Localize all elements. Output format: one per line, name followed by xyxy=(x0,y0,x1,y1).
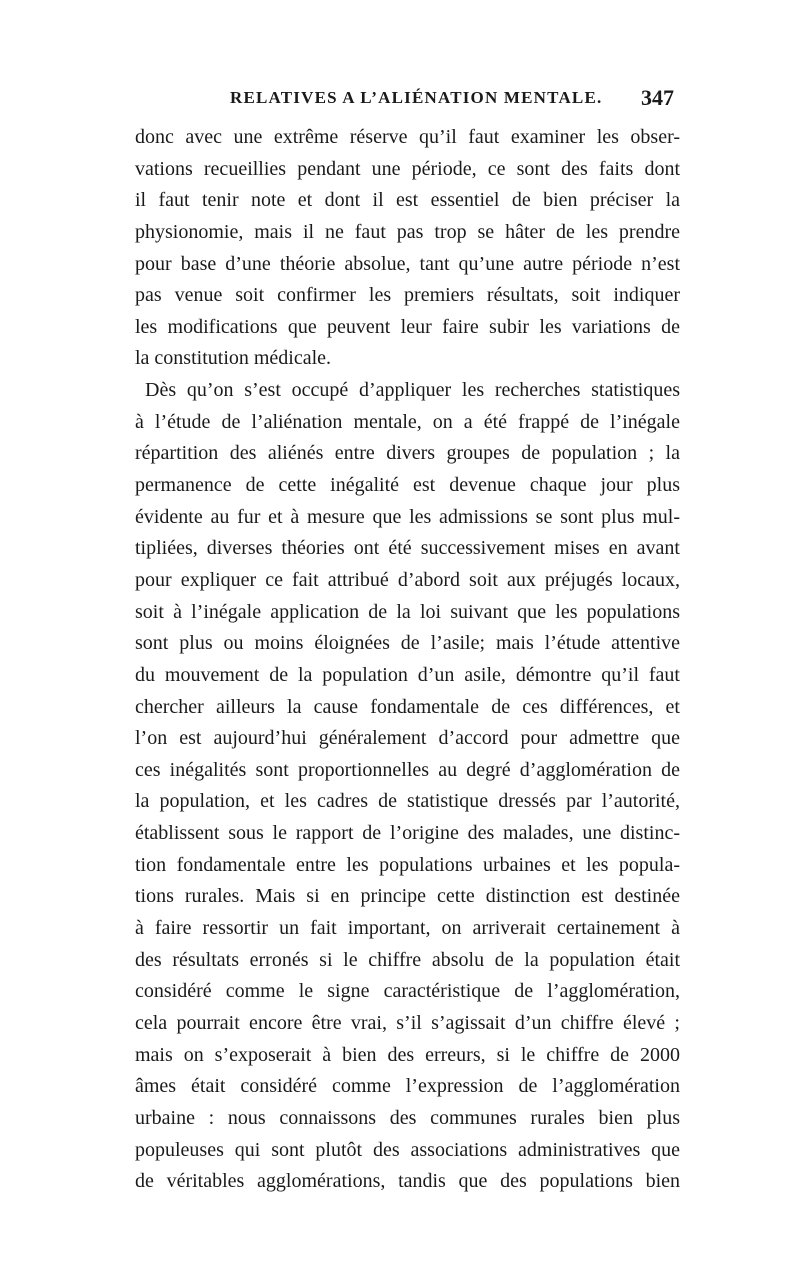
text-line: pour expliquer ce fait attribué d’abord soit aux préjugés locaux, xyxy=(135,568,680,591)
text-line: de véritables agglomérations, tandis que des populations bien xyxy=(135,1170,680,1193)
text-line: considéré comme le signe caractéristique de l’agglomération, xyxy=(135,980,680,1003)
running-title: RELATIVES A L’ALIÉNATION MENTALE. xyxy=(230,88,603,107)
running-head xyxy=(135,85,680,118)
text-line: physionomie, mais il ne faut pas trop se hâter de les prendre xyxy=(135,220,680,243)
text-line: du mouvement de la population d’un asile, démontre qu’il faut xyxy=(135,663,680,686)
body-text xyxy=(135,122,680,1198)
text-line: il faut tenir note et dont il est essentiel de bien préciser la xyxy=(135,189,680,212)
text-line: les modifications que peuvent leur faire subir les variations de xyxy=(135,315,680,338)
text-line: pour base d’une théorie absolue, tant qu’une autre période n’est xyxy=(135,252,680,275)
text-line: pas venue soit confirmer les premiers résultats, soit indiquer xyxy=(135,284,680,307)
text-line: à l’étude de l’aliénation mentale, on a été frappé de l’inégale xyxy=(135,410,680,433)
text-line: donc avec une extrême réserve qu’il faut examiner les obser- xyxy=(135,126,680,148)
paragraph-start-line: Dès qu’on s’est occupé d’appliquer les recherches statistiques xyxy=(145,379,680,402)
text-line: soit à l’inégale application de la loi suivant que les populations xyxy=(135,600,680,623)
paragraph-end-line: la constitution médicale. xyxy=(135,347,332,370)
text-line: cela pourrait encore être vrai, s’il s’agissait d’un chiffre élevé ; xyxy=(135,1011,680,1034)
text-line: ces inégalités sont proportionnelles au degré d’agglomération de xyxy=(135,758,680,781)
text-line: urbaine : nous connaissons des communes rurales bien plus xyxy=(135,1106,680,1129)
text-line: populeuses qui sont plutôt des associations administratives que xyxy=(135,1138,680,1161)
text-line: répartition des aliénés entre divers groupes de population ; la xyxy=(135,442,680,465)
text-line: des résultats erronés si le chiffre absolu de la population était xyxy=(135,948,680,971)
text-line: tion fondamentale entre les populations urbaines et les popula- xyxy=(135,853,680,876)
text-line: tipliées, diverses théories ont été successivement mises en avant xyxy=(135,537,680,560)
text-line: à faire ressortir un fait important, on arriverait certainement à xyxy=(135,917,680,940)
text-line: permanence de cette inégalité est devenue chaque jour plus xyxy=(135,474,680,497)
text-line: âmes était considéré comme l’expression de l’agglomération xyxy=(135,1075,680,1098)
text-line: l’on est aujourd’hui généralement d’accord pour admettre que xyxy=(135,727,680,750)
page-number: 347 xyxy=(641,85,674,110)
text-line: la population, et les cadres de statistique dressés par l’autorité, xyxy=(135,790,680,813)
text-line: tions rurales. Mais si en principe cette distinction est destinée xyxy=(135,885,680,908)
text-line: mais on s’exposerait à bien des erreurs, si le chiffre de 2000 xyxy=(135,1043,680,1066)
text-line: vations recueillies pendant une période, ce sont des faits dont xyxy=(135,157,680,180)
text-line: sont plus ou moins éloignées de l’asile; mais l’étude attentive xyxy=(135,632,680,655)
text-line: évidente au fur et à mesure que les admissions se sont plus mul- xyxy=(135,505,680,528)
text-line: chercher ailleurs la cause fondamentale de ces différences, et xyxy=(135,695,680,718)
text-line: établissent sous le rapport de l’origine des malades, une distinc- xyxy=(135,822,680,845)
